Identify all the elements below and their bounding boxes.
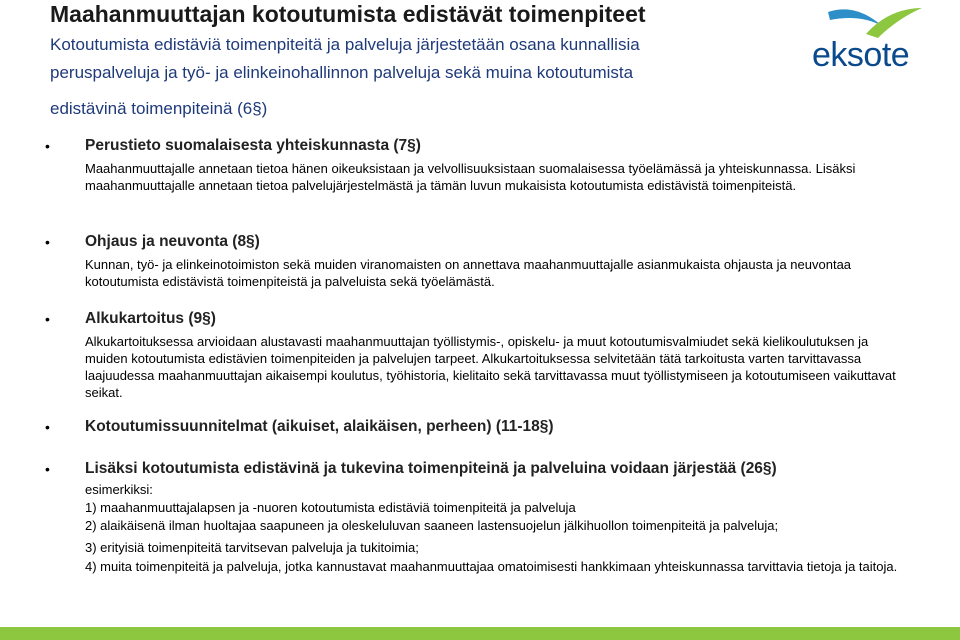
bullet-3: • <box>45 311 50 327</box>
section-3-heading: Alkukartoitus (9§) <box>85 310 216 327</box>
list-item-2: 2) alaikäisenä ilman huoltajaa saapuneen ja oleskeluluvan saaneen lastensuojelun jälkihuollon toimenpiteitä ja palveluja; <box>85 518 779 533</box>
list-item-1: 1) maahanmuuttajalapsen ja -nuoren kotoutumista edistäviä toimenpiteitä ja palveluja <box>85 500 576 515</box>
eksote-logo <box>812 4 924 74</box>
list-item-4: 4) muita toimenpiteitä ja palveluja, jotka kannustavat maahanmuuttajaa omatoimisesti hankkimaan yhteiskunnassa tarvittavia tietoja ja taitoja. <box>85 559 898 574</box>
section-1-heading: Perustieto suomalaisesta yhteiskunnasta (7§) <box>85 137 421 154</box>
subtitle-line-2: peruspalveluja ja työ- ja elinkeinohallinnon palveluja sekä muina kotoutumista <box>50 63 634 82</box>
bullet-1: • <box>45 138 50 154</box>
bullet-4: • <box>45 419 50 435</box>
section-5-intro: esimerkiksi: <box>85 482 153 497</box>
section-4-heading: Kotoutumissuunnitelmat (aikuiset, alaikäisen, perheen) (11-18§) <box>85 418 554 435</box>
list-item-3: 3) erityisiä toimenpiteitä tarvitsevan palveluja ja tukitoimia; <box>85 540 419 555</box>
page-subtitle <box>50 31 790 123</box>
subtitle-line-3: edistävinä toimenpiteinä (6§) <box>50 99 268 118</box>
logo-text: eksote <box>812 36 910 74</box>
section-5-heading: Lisäksi kotoutumista edistävinä ja tukevina toimenpiteinä ja palveluina voidaan järjestää (26§) <box>85 460 777 477</box>
bullet-2: • <box>45 234 50 250</box>
section-2-heading: Ohjaus ja neuvonta (8§) <box>85 233 260 250</box>
subtitle-line-1: Kotoutumista edistäviä toimenpiteitä ja palveluja järjestetään osana kunnallisia <box>50 35 640 54</box>
section-1-body: Maahanmuuttajalle annetaan tietoa hänen oikeuksistaan ja velvollisuuksistaan suomalaisessa työelämässä ja yhteiskunnassa. Lisäksi maahanmuuttajalle annetaan tietoa palvelujärjestelmästä ja tämän luvun mukaisista kotoutumista edistävistä toimenpiteistä. <box>85 161 856 193</box>
section-2-body: Kunnan, työ- ja elinkeinotoimiston sekä muiden viranomaisten on annettava maahanmuuttajalle asianmukaista ohjausta ja neuvontaa kotoutumista edistävistä toimenpiteistä ja palveluista sekä työelämästä. <box>85 257 852 289</box>
bottom-accent-bar <box>0 627 960 640</box>
bullet-5: • <box>45 461 50 477</box>
section-3-body: Alkukartoituksessa arvioidaan alustavasti maahanmuuttajan työllistymis-, opiskelu- ja muut kotoutumisvalmiudet sekä kielikoulutuksen ja muiden kotoutumista edistävien toimenpiteiden ja palvelujen tarpeet. Alkukartoituksessa selvitetään tätä tarkoitusta varten tarvittavassa laajuudessa maahanmuuttajan aikaisempi koulutus, työhistoria, kielitaito sekä tarvittavassa muut työllistymiseen ja kotoutumiseen vaikuttavat seikat. <box>85 334 896 400</box>
page-title: Maahanmuuttajan kotoutumista edistävät toimenpiteet <box>50 1 646 27</box>
